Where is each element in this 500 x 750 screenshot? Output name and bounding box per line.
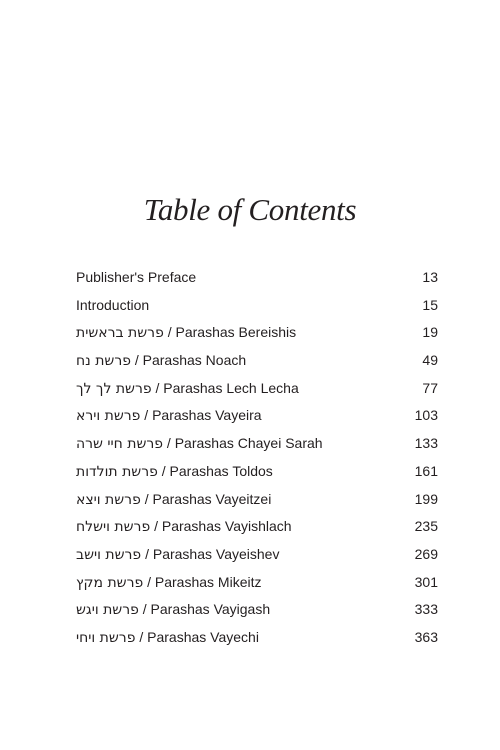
toc-entry [76, 377, 438, 405]
toc-entry-hebrew: פרשת תולדות [76, 463, 158, 480]
toc-entry-page: 13 [422, 269, 438, 285]
toc-entry-label: Parashas Vayechi [147, 628, 259, 645]
toc-entry-hebrew: פרשת מקץ [76, 574, 144, 591]
toc-entry-text [76, 266, 196, 289]
toc-entry-text [76, 294, 149, 317]
toc-entry-page: 19 [422, 324, 438, 341]
toc-entry-label: Parashas Noach [142, 352, 247, 369]
toc-entry-separator: / [151, 379, 164, 396]
page-title: Table of Contents [143, 192, 357, 227]
toc-entry-hebrew: פרשת וישלח [76, 519, 151, 536]
toc-entry-page: 235 [414, 518, 438, 535]
toc-entry [76, 626, 438, 654]
toc-entry-hebrew: פרשת לך לך [76, 380, 152, 397]
toc-entry-label: Parashas Chayei Sarah [174, 435, 323, 452]
toc-entry-page: 269 [414, 545, 438, 562]
toc-entry-page: 49 [422, 352, 438, 369]
toc-entry-hebrew: פרשת וישב [76, 546, 142, 563]
toc-entry-label: Parashas Vayeira [152, 407, 262, 424]
toc-entry-text [76, 488, 271, 511]
toc-entry-page: 15 [422, 296, 438, 313]
toc-entry-text [76, 598, 270, 621]
toc-entry [76, 460, 438, 488]
toc-entry-separator: / [163, 324, 176, 341]
toc-entry-page: 301 [414, 573, 438, 590]
toc-entry-separator: / [157, 462, 170, 479]
toc-entry [76, 266, 438, 294]
toc-entry-label: Introduction [76, 296, 150, 313]
toc-entry [76, 571, 438, 599]
toc-entry [76, 404, 438, 432]
toc-entry-page: 199 [414, 490, 438, 507]
toc-entry-page: 333 [414, 601, 438, 618]
toc-entry-text [76, 571, 261, 594]
toc-entry-label: Parashas Vayishlach [161, 518, 292, 535]
toc-entry-hebrew: פרשת בראשית [76, 325, 164, 342]
toc-entry-text [76, 404, 262, 427]
toc-entry-text [76, 626, 259, 649]
toc-entry-text [76, 432, 323, 455]
toc-entry [76, 515, 438, 543]
toc-entry-label: Parashas Bereishis [175, 324, 297, 341]
toc-entry-hebrew: פרשת חיי שרה [76, 436, 164, 453]
toc-entry-separator: / [130, 352, 143, 369]
toc-entry [76, 321, 438, 349]
toc-entry-label: Parashas Toldos [169, 462, 273, 479]
toc-entry-label: Parashas Vayeitzei [152, 490, 272, 507]
toc-entry-text [76, 515, 292, 538]
toc-entry [76, 349, 438, 377]
toc-entry-label: Parashas Vayeishev [152, 545, 280, 562]
toc-entry-separator: / [140, 490, 153, 507]
toc-entry-separator: / [140, 407, 153, 424]
toc-entry-hebrew: פרשת ויחי [76, 629, 136, 646]
toc-entry-page: 363 [414, 628, 438, 645]
toc-entry-text [76, 377, 299, 400]
toc-entry-page: 133 [414, 435, 438, 452]
toc-entry-text [76, 460, 273, 483]
toc-entry [76, 543, 438, 571]
toc-entry-hebrew: פרשת נח [76, 353, 131, 370]
toc-entry-label: Publisher's Preface [76, 269, 197, 285]
toc-entry [76, 488, 438, 516]
toc-entry [76, 432, 438, 460]
toc-entry [76, 598, 438, 626]
toc-entry-page: 77 [422, 379, 438, 396]
toc-entry [76, 294, 438, 322]
toc-entry-label: Parashas Lech Lecha [163, 379, 299, 396]
toc-entry-text [76, 349, 246, 372]
toc-entry-label: Parashas Vayigash [150, 601, 271, 618]
toc-entry-separator: / [150, 518, 162, 535]
toc-entry-separator: / [143, 573, 155, 590]
toc-entry-text [76, 321, 296, 344]
toc-entry-separator: / [135, 628, 148, 645]
toc-entry-page: 161 [414, 462, 438, 479]
toc-entry-label: Parashas Mikeitz [154, 573, 262, 590]
toc-entry-separator: / [138, 601, 151, 618]
toc-entry-hebrew: פרשת וירא [76, 408, 141, 425]
toc-entry-separator: / [141, 545, 153, 562]
toc-entry-separator: / [163, 435, 175, 452]
toc-entry-hebrew: פרשת ויצא [76, 491, 141, 508]
toc-entry-hebrew: פרשת ויגש [76, 602, 139, 619]
toc-entry-page: 103 [414, 407, 438, 424]
toc-entry-text [76, 543, 279, 566]
toc-list [76, 266, 438, 654]
